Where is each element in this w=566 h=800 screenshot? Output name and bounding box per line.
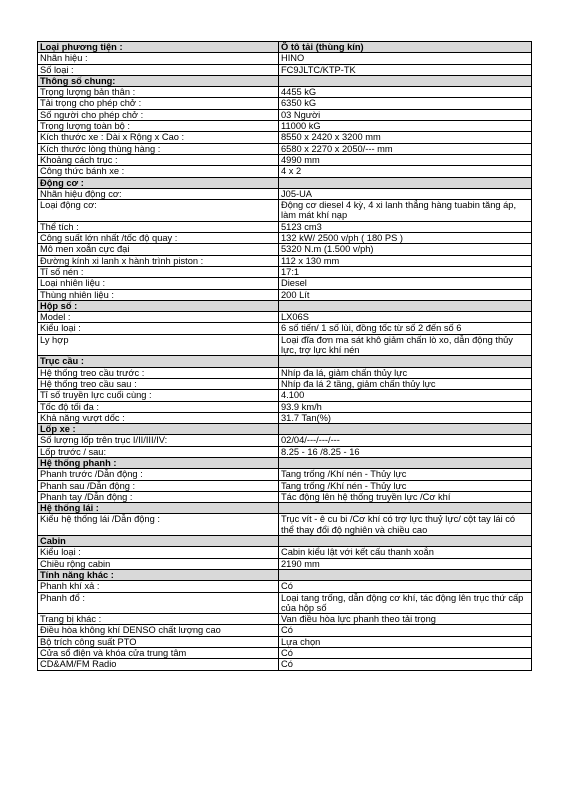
section-empty-cell (279, 75, 532, 86)
section-title: Động cơ : (38, 177, 279, 188)
spec-value: Có (279, 581, 532, 592)
spec-label: Chiều rộng cabin (38, 558, 279, 569)
spec-value: 4.100 (279, 390, 532, 401)
table-row (38, 625, 532, 636)
table-row (38, 581, 532, 592)
spec-label: Khoảng cách trục : (38, 154, 279, 165)
spec-label: Số người cho phép chở : (38, 109, 279, 120)
table-row (38, 636, 532, 647)
spec-value: 4 x 2 (279, 166, 532, 177)
spec-value: 2190 mm (279, 558, 532, 569)
table-row (38, 514, 532, 536)
spec-label: Phanh tay /Dẫn động : (38, 491, 279, 502)
spec-label: Số loại : (38, 64, 279, 75)
section-title: Thông số chung: (38, 75, 279, 86)
section-title: Hộp số : (38, 300, 279, 311)
table-row (38, 491, 532, 502)
table-row (38, 166, 532, 177)
spec-value: Động cơ diesel 4 kỳ, 4 xi lanh thẳng hàng tuabin tăng áp, làm mát khí nạp (279, 200, 532, 222)
table-row (38, 109, 532, 120)
spec-value: J05-UA (279, 188, 532, 199)
section-header-row (38, 503, 532, 514)
table-row (38, 143, 532, 154)
spec-label: CD&AM/FM Radio (38, 659, 279, 670)
spec-value: Loại tang trống, dẫn động cơ khí, tác động lên trục thứ cấp của hộp số (279, 592, 532, 614)
section-empty-cell (279, 300, 532, 311)
table-row (38, 547, 532, 558)
spec-label: Kích thước lòng thùng hàng : (38, 143, 279, 154)
spec-label: Nhãn hiệu : (38, 53, 279, 64)
spec-label: Kiểu loại : (38, 323, 279, 334)
section-header-row (38, 356, 532, 367)
spec-label: Phanh trước /Dẫn động : (38, 469, 279, 480)
spec-label: Kiểu loại : (38, 547, 279, 558)
table-row (38, 87, 532, 98)
table-row (38, 312, 532, 323)
spec-value: Loại đĩa đơn ma sát khô giảm chấn lò xo, dẫn động thủy lực, trợ lực khí nén (279, 334, 532, 356)
table-row (38, 435, 532, 446)
section-empty-cell (279, 424, 532, 435)
table-row (38, 592, 532, 614)
section-title: Cabin (38, 536, 279, 547)
table-row (38, 323, 532, 334)
spec-label: Trọng lượng toàn bộ : (38, 121, 279, 132)
spec-label: Hệ thống treo cầu sau : (38, 378, 279, 389)
spec-label: Kiểu hệ thống lái /Dẫn động : (38, 514, 279, 536)
spec-label: Lốp trước / sau: (38, 446, 279, 457)
section-empty-cell (279, 536, 532, 547)
spec-label: Mô men xoắn cực đại (38, 244, 279, 255)
spec-table (37, 41, 532, 671)
table-row (38, 200, 532, 222)
table-row (38, 154, 532, 165)
table-row (38, 334, 532, 356)
table-row (38, 255, 532, 266)
spec-value: LX06S (279, 312, 532, 323)
table-row (38, 98, 532, 109)
spec-label: Trọng lượng bản thân : (38, 87, 279, 98)
spec-label: Khả năng vượt dốc : (38, 412, 279, 423)
spec-value: Tang trống /Khí nén - Thủy lực (279, 480, 532, 491)
spec-label: Tải trọng cho phép chở : (38, 98, 279, 109)
table-row (38, 278, 532, 289)
table-row (38, 132, 532, 143)
spec-value: Cabin kiểu lật với kết cấu thanh xoắn (279, 547, 532, 558)
table-row (38, 188, 532, 199)
section-header-row (38, 569, 532, 580)
spec-label: Nhãn hiệu động cơ: (38, 188, 279, 199)
table-row (38, 244, 532, 255)
table-row (38, 121, 532, 132)
spec-value: 5123 cm3 (279, 221, 532, 232)
section-title: Trục cầu : (38, 356, 279, 367)
spec-label: Tốc độ tối đa : (38, 401, 279, 412)
spec-value: 200 Lít (279, 289, 532, 300)
spec-label: Kích thước xe : Dài x Rộng x Cao : (38, 132, 279, 143)
spec-value: 4990 mm (279, 154, 532, 165)
spec-value: Van điều hòa lực phanh theo tải trọng (279, 614, 532, 625)
table-row (38, 266, 532, 277)
spec-value: 03 Người (279, 109, 532, 120)
spec-value: 31.7 Tan(%) (279, 412, 532, 423)
spec-value: Có (279, 659, 532, 670)
spec-label: Số lượng lốp trên trục I/II/III/IV: (38, 435, 279, 446)
spec-value: 4455 kG (279, 87, 532, 98)
table-row (38, 289, 532, 300)
spec-value: 6 số tiến/ 1 số lùi, đồng tốc từ số 2 đến số 6 (279, 323, 532, 334)
table-row (38, 446, 532, 457)
spec-value: 6580 x 2270 x 2050/--- mm (279, 143, 532, 154)
spec-label: Loại động cơ: (38, 200, 279, 222)
spec-label: Hệ thống treo cầu trước : (38, 367, 279, 378)
header-value: Ô tô tải (thùng kín) (279, 42, 532, 53)
spec-value: 02/04/---/---/--- (279, 435, 532, 446)
table-row (38, 659, 532, 670)
table-row (38, 412, 532, 423)
spec-value: Nhíp đa lá 2 tầng, giảm chấn thủy lực (279, 378, 532, 389)
section-empty-cell (279, 457, 532, 468)
table-row (38, 390, 532, 401)
spec-label: Thể tích : (38, 221, 279, 232)
spec-label: Tỉ số nén : (38, 266, 279, 277)
spec-value: 17:1 (279, 266, 532, 277)
table-row (38, 401, 532, 412)
spec-label: Loại nhiên liệu : (38, 278, 279, 289)
spec-label: Đường kính xi lanh x hành trình piston : (38, 255, 279, 266)
spec-value: 93.9 km/h (279, 401, 532, 412)
table-row (38, 648, 532, 659)
spec-value: Trục vít - ê cu bi /Cơ khí có trợ lực thuỷ lực/ cột tay lái có thể thay đổi độ nghiên và chiều cao (279, 514, 532, 536)
section-title: Tính năng khác : (38, 569, 279, 580)
spec-label: Ly hợp (38, 334, 279, 356)
spec-label: Cửa sổ điện và khóa cửa trung tâm (38, 648, 279, 659)
spec-value: FC9JLTC/KTP-TK (279, 64, 532, 75)
spec-label: Công thức bánh xe : (38, 166, 279, 177)
spec-value: 8.25 - 16 /8.25 - 16 (279, 446, 532, 457)
spec-value: Tang trống /Khí nén - Thủy lực (279, 469, 532, 480)
table-row (38, 367, 532, 378)
spec-label: Phanh đổ : (38, 592, 279, 614)
spec-value: 11000 kG (279, 121, 532, 132)
spec-label: Phanh sau /Dẫn động : (38, 480, 279, 491)
section-title: Hệ thống lái : (38, 503, 279, 514)
spec-label: Điều hòa không khí DENSO chất lượng cao (38, 625, 279, 636)
section-empty-cell (279, 356, 532, 367)
spec-label: Trang bị khác : (38, 614, 279, 625)
table-row (38, 378, 532, 389)
spec-value: 8550 x 2420 x 3200 mm (279, 132, 532, 143)
section-title: Hệ thống phanh : (38, 457, 279, 468)
spec-value: Nhíp đa lá, giảm chấn thủy lực (279, 367, 532, 378)
table-header-row (38, 42, 532, 53)
section-empty-cell (279, 503, 532, 514)
table-row (38, 53, 532, 64)
spec-label: Thùng nhiên liệu : (38, 289, 279, 300)
spec-label: Công suất lớn nhất /tốc độ quay : (38, 233, 279, 244)
spec-label: Tỉ số truyền lực cuối cùng : (38, 390, 279, 401)
spec-value: 112 x 130 mm (279, 255, 532, 266)
spec-value: 5320 N.m (1.500 v/ph) (279, 244, 532, 255)
section-empty-cell (279, 569, 532, 580)
section-header-row (38, 424, 532, 435)
spec-label: Model : (38, 312, 279, 323)
table-row (38, 221, 532, 232)
section-header-row (38, 300, 532, 311)
spec-value: Có (279, 648, 532, 659)
table-row (38, 233, 532, 244)
header-label: Loại phương tiện : (38, 42, 279, 53)
section-header-row (38, 457, 532, 468)
spec-value: Diesel (279, 278, 532, 289)
spec-value: Có (279, 625, 532, 636)
spec-label: Bộ trích công suất PTO (38, 636, 279, 647)
table-row (38, 64, 532, 75)
section-empty-cell (279, 177, 532, 188)
table-row (38, 469, 532, 480)
section-header-row (38, 75, 532, 86)
table-row (38, 558, 532, 569)
spec-label: Phanh khí xả : (38, 581, 279, 592)
section-header-row (38, 536, 532, 547)
spec-value: HINO (279, 53, 532, 64)
table-row (38, 480, 532, 491)
spec-value: Lựa chọn (279, 636, 532, 647)
spec-value: 132 kW/ 2500 v/ph ( 180 PS ) (279, 233, 532, 244)
spec-value: 6350 kG (279, 98, 532, 109)
section-header-row (38, 177, 532, 188)
table-row (38, 614, 532, 625)
section-title: Lốp xe : (38, 424, 279, 435)
spec-value: Tác động lên hệ thống truyền lực /Cơ khí (279, 491, 532, 502)
